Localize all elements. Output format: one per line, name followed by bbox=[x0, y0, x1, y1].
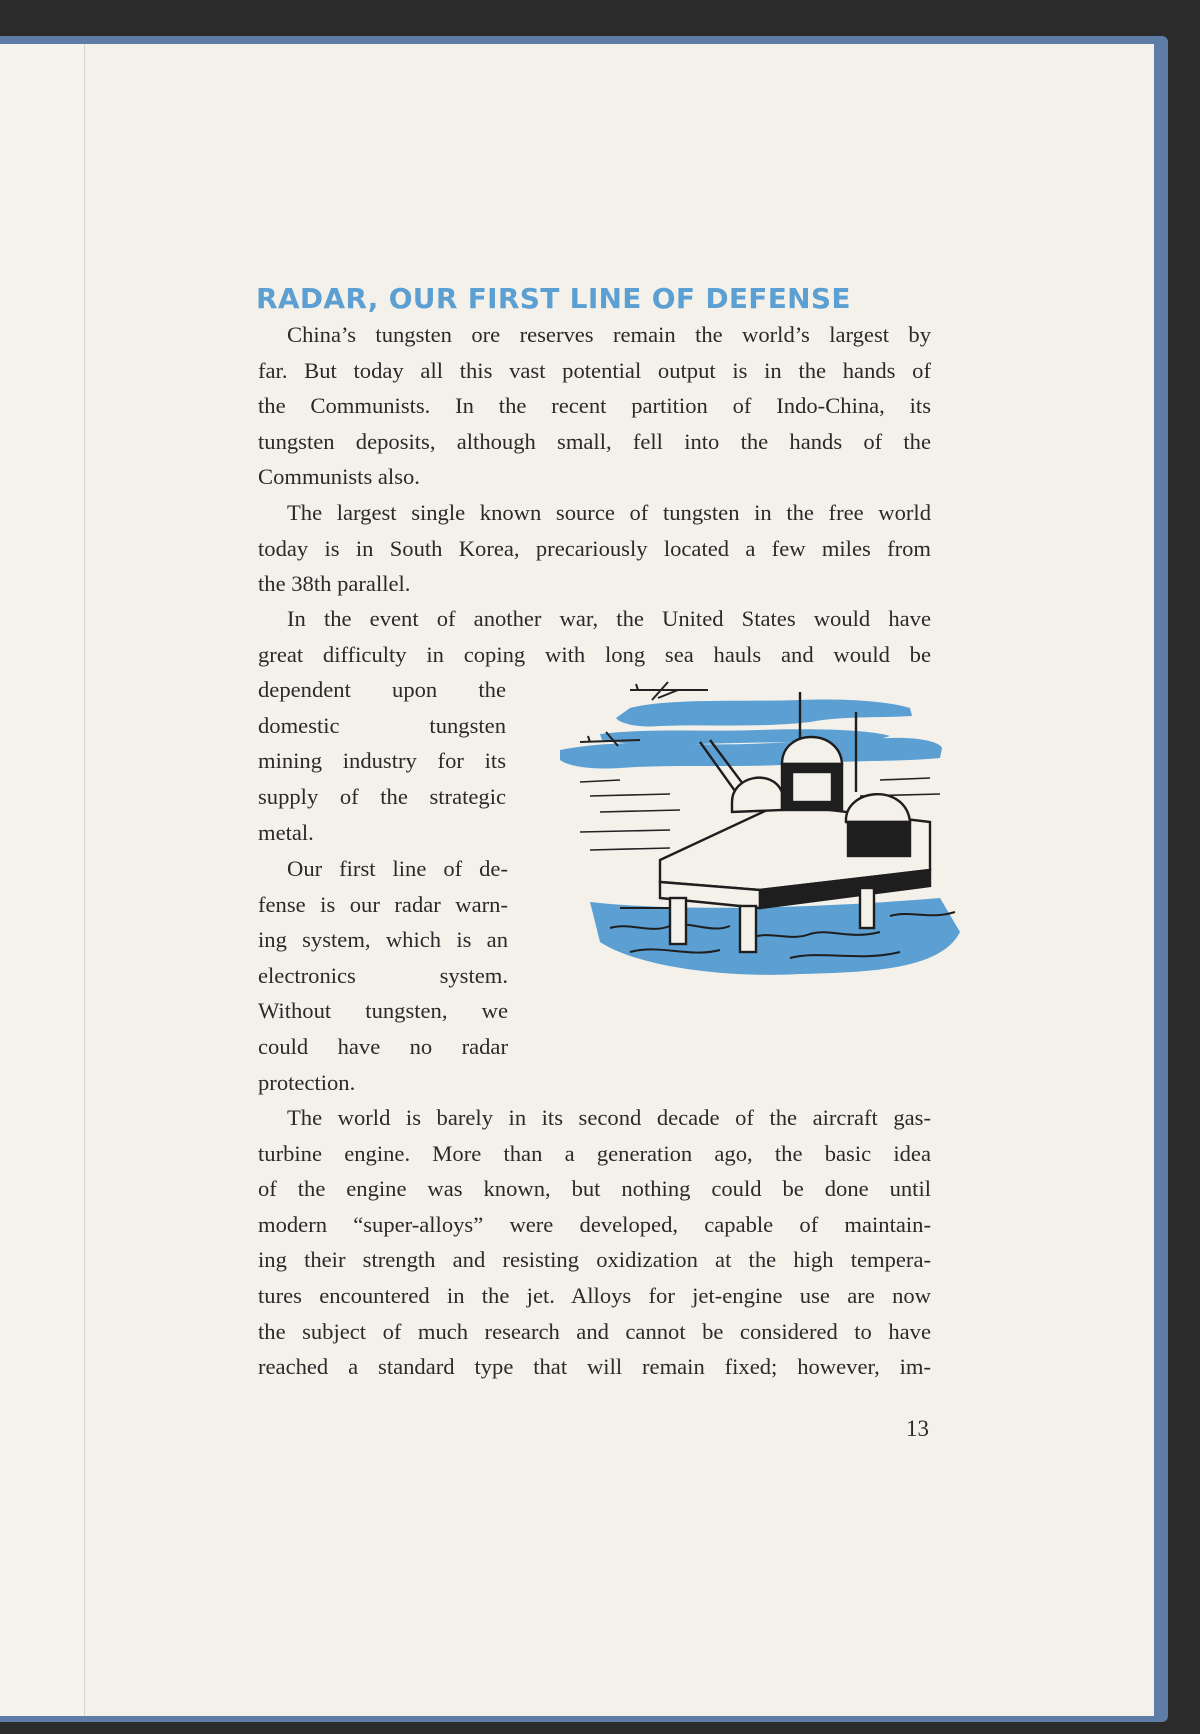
sea-waves bbox=[590, 898, 960, 975]
text-line: protection. bbox=[258, 1069, 356, 1095]
page-heading: RADAR, OUR FIRST LINE OF DEFENSE bbox=[256, 282, 851, 315]
text-line: Our first line of de- bbox=[287, 856, 508, 881]
text-line: the Communists. In the recent partition of Indo-China, its bbox=[258, 393, 931, 419]
sky-clouds bbox=[560, 699, 942, 768]
paragraph-2 bbox=[258, 495, 931, 602]
text-line: domestic tungsten bbox=[258, 712, 506, 738]
radar-platform-drawing bbox=[560, 672, 986, 1032]
text-line: electronics system. bbox=[258, 962, 508, 988]
text-line: reached a standard type that will remain fixed; however, im- bbox=[258, 1354, 931, 1380]
text-line: In the event of another war, the United States would have bbox=[287, 606, 931, 631]
paragraph-4 bbox=[258, 851, 508, 1100]
text-line: of the engine was known, but nothing could be done until bbox=[258, 1176, 931, 1202]
left-page-edge bbox=[0, 44, 85, 1716]
text-line: China’s tungsten ore reserves remain the world’s largest by bbox=[287, 322, 931, 347]
text-line: Without tungsten, we bbox=[258, 998, 508, 1024]
paragraph-5 bbox=[258, 1100, 931, 1385]
text-line: today is in South Korea, precariously located a few miles from bbox=[258, 535, 931, 561]
text-line: fense is our radar warn- bbox=[258, 891, 508, 917]
text-line: mining industry for its bbox=[258, 748, 506, 774]
text-line: tures encountered in the jet. Alloys for jet-engine use are now bbox=[258, 1282, 931, 1308]
text-line: The largest single known source of tungsten in the free world bbox=[287, 500, 931, 525]
text-line: the 38th parallel. bbox=[258, 571, 411, 597]
text-line: supply of the strategic bbox=[258, 783, 506, 809]
text-line: dependent upon the bbox=[258, 677, 506, 703]
text-line: modern “super-alloys” were developed, capable of maintain- bbox=[258, 1211, 931, 1237]
text-line: the subject of much research and cannot be considered to have bbox=[258, 1318, 931, 1344]
text-line: metal. bbox=[258, 819, 314, 845]
text-line: Communists also. bbox=[258, 464, 420, 490]
text-line: turbine engine. More than a generation ago, the basic idea bbox=[258, 1140, 931, 1166]
text-line: could have no radar bbox=[258, 1033, 508, 1059]
paragraph-1 bbox=[258, 317, 931, 495]
text-line: great difficulty in coping with long sea hauls and would be bbox=[258, 641, 931, 667]
text-line: The world is barely in its second decade of the aircraft gas- bbox=[287, 1105, 931, 1130]
radar-platform-illustration bbox=[560, 672, 986, 1032]
text-line: ing their strength and resisting oxidization at the high tempera- bbox=[258, 1247, 931, 1273]
text-line: far. But today all this vast potential output is in the hands of bbox=[258, 357, 931, 383]
text-line: tungsten deposits, although small, fell into the hands of the bbox=[258, 428, 931, 454]
page-number: 13 bbox=[906, 1416, 929, 1441]
text-line: ing system, which is an bbox=[258, 927, 508, 953]
